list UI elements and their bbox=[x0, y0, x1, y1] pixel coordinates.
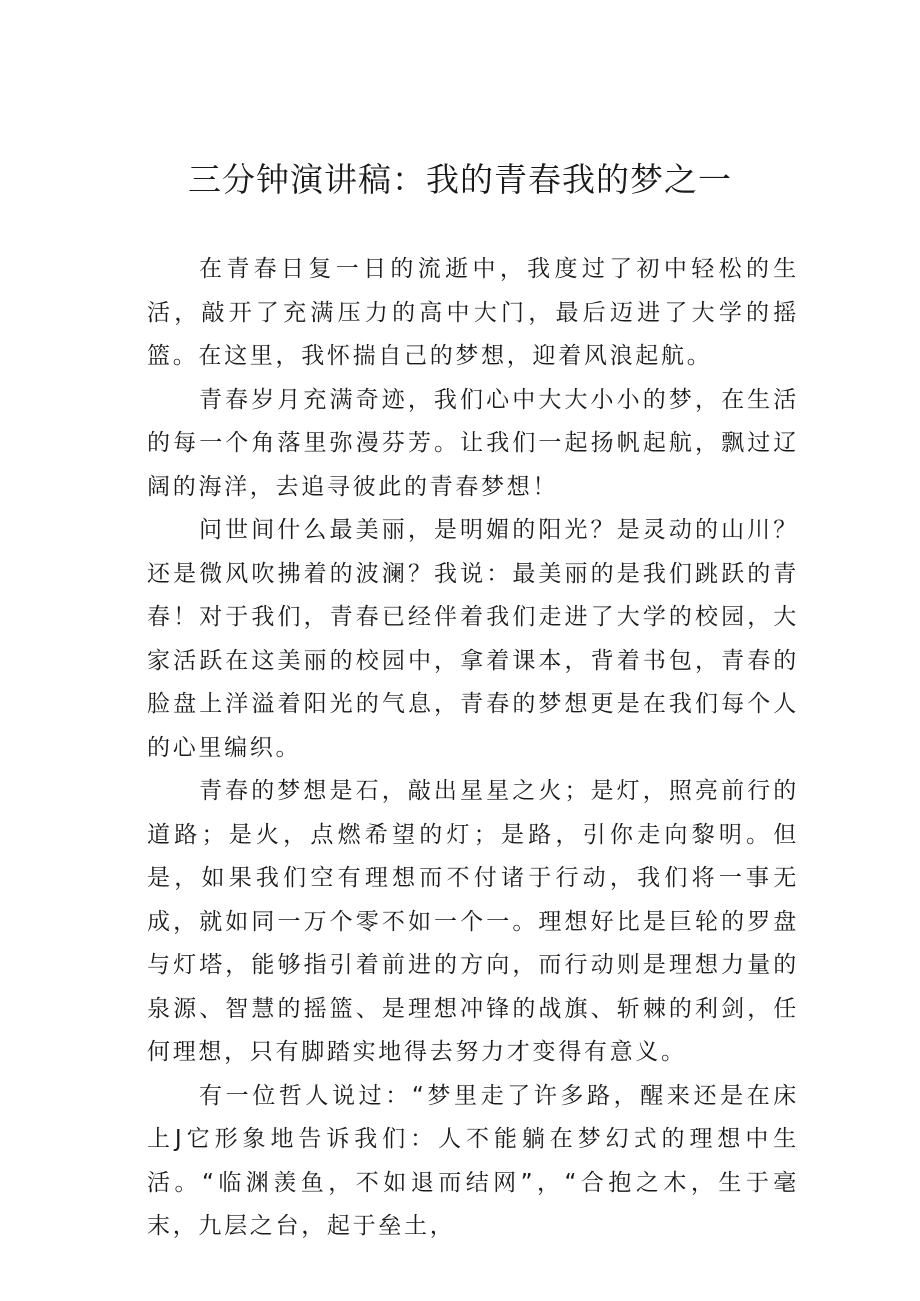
paragraph-4: 青春的梦想是石，敲出星星之火；是灯，照亮前行的道路；是火，点燃希望的灯；是路，引你走向黎明。但是，如果我们空有理想而不付诸于行动，我们将一事无成，就如同一万个零不如一个一。理想好比是巨轮的罗盘与灯塔，能够指引着前进的方向，而行动则是理想力量的泉源、智慧的摇篮、是理想冲锋的战旗、斩棘的利剑，任何理想，只有脚踏实地得去努力才变得有意义。 bbox=[147, 778, 799, 1065]
document-body bbox=[147, 248, 799, 1249]
paragraph-3: 问世间什么最美丽，是明媚的阳光？是灵动的山川？还是微风吹拂着的波澜？我说：最美丽的是我们跳跃的青春！对于我们，青春已经伴着我们走进了大学的校园，大家活跃在这美丽的校园中，拿着课本，背着书包，青春的脸盘上洋溢着阳光的气息，青春的梦想更是在我们每个人的心里编织。 bbox=[147, 517, 799, 761]
paragraph-1: 在青春日复一日的流逝中，我度过了初中轻松的生活，敲开了充满压力的高中大门，最后迈进了大学的摇篮。在这里，我怀揣自己的梦想，迎着风浪起航。 bbox=[147, 256, 799, 369]
document-title: 三分钟演讲稿：我的青春我的梦之一 bbox=[188, 160, 732, 199]
paragraph-2: 青春岁月充满奇迹，我们心中大大小小的梦，在生活的每一个角落里弥漫芬芳。让我们一起扬帆起航，飘过辽阔的海洋，去追寻彼此的青春梦想！ bbox=[147, 386, 799, 500]
paragraph-5: 有一位哲人说过：“梦里走了许多路，醒来还是在床上J它形象地告诉我们：人不能躺在梦幻式的理想中生活。“临渊羡鱼，不如退而结网”，“合抱之木，生于毫末，九层之台，起于垒土， bbox=[147, 1082, 799, 1239]
